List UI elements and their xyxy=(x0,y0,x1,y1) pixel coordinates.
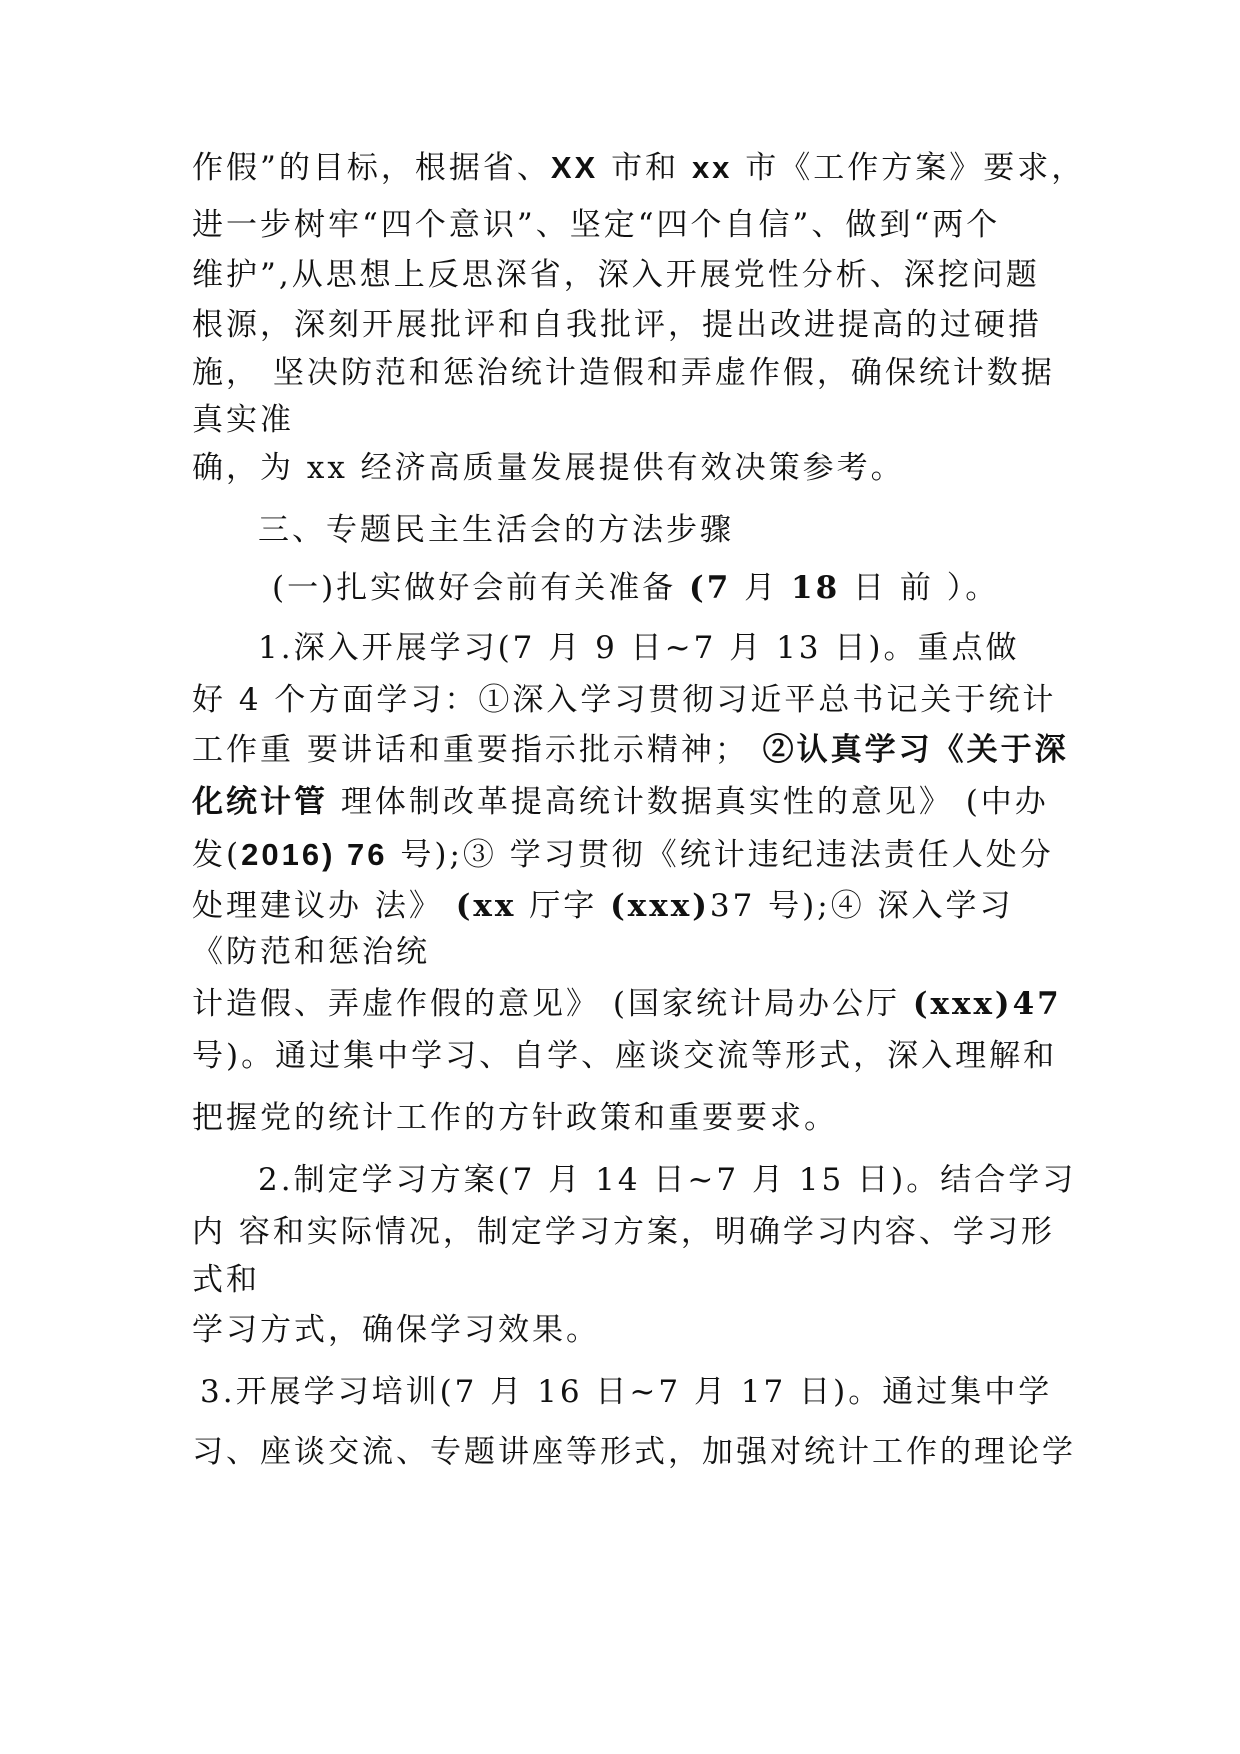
bold-text: ②认真学习《关于深 xyxy=(748,732,1069,768)
text-line: 根源，深刻开展批评和自我批评，提出改进提高的过硬措 xyxy=(192,307,1042,343)
text-line: 式和 xyxy=(192,1262,260,1298)
section-heading: 三、专题民主生活会的方法步骤 xyxy=(258,512,734,548)
text-line: 真实准 xyxy=(192,402,294,438)
text-line: 处理建议办 法》 (xx 厅字 (xxx)37 号);④ 深入学习 xyxy=(192,888,1014,924)
text-line: 3.开展学习培训(7 月 16 日~7 月 17 日)。通过集中学 xyxy=(200,1374,1053,1410)
text-line: 进一步树牢“四个意识”、坚定“四个自信”、做到“两个 xyxy=(192,207,1001,243)
text-line: 内 容和实际情况，制定学习方案，明确学习内容、学习形 xyxy=(192,1214,1055,1250)
bold-text: xx xyxy=(691,150,733,185)
text-line: 施， 坚决防范和惩治统计造假和弄虚作假，确保统计数据 xyxy=(192,355,1055,391)
bold-text: XX xyxy=(550,150,599,185)
text-line: 2.制定学习方案(7 月 14 日~7 月 15 日)。结合学习 xyxy=(258,1162,1077,1198)
text-line: 作假”的目标，根据省、XX 市和 xx 市《工作方案》要求， xyxy=(192,150,1086,186)
text-line: 把握党的统计工作的方针政策和重要要求。 xyxy=(192,1100,838,1136)
bold-text: 化统计管 xyxy=(192,784,328,820)
text-line: 1.深入开展学习(7 月 9 日~7 月 13 日)。重点做 xyxy=(258,630,1020,666)
bold-text: 2016) 76 xyxy=(241,837,388,872)
text-line: 号)。通过集中学习、自学、座谈交流等形式，深入理解和 xyxy=(192,1038,1058,1074)
text-line: 发(2016) 76 号);③ 学习贯彻《统计违纪违法责任人处分 xyxy=(192,837,1054,873)
text-line: 《防范和惩治统 xyxy=(192,934,430,970)
text-line: 好 4 个方面学习：①深入学习贯彻习近平总书记关于统计 xyxy=(192,682,1057,718)
text-line: 维护”,从思想上反思深省，深入开展党性分析、深挖问题 xyxy=(192,257,1040,293)
text-line: 工作重 要讲话和重要指示批示精神； ②认真学习《关于深 xyxy=(192,732,1069,768)
text-line: 化统计管 理体制改革提高统计数据真实性的意见》 (中办 xyxy=(192,784,1049,820)
text-line: 学习方式，确保学习效果。 xyxy=(192,1312,600,1348)
text-line: 确，为 xx 经济高质量发展提供有效决策参考。 xyxy=(192,450,905,486)
text-line: 计造假、弄虚作假的意见》 (国家统计局办公厅 (xxx)47 xyxy=(192,986,1062,1022)
text-line: 习、座谈交流、专题讲座等形式，加强对统计工作的理论学 xyxy=(192,1434,1076,1470)
subsection-heading: (一)扎实做好会前有关准备 (7 月 18 日 前 ）。 xyxy=(272,570,1000,606)
